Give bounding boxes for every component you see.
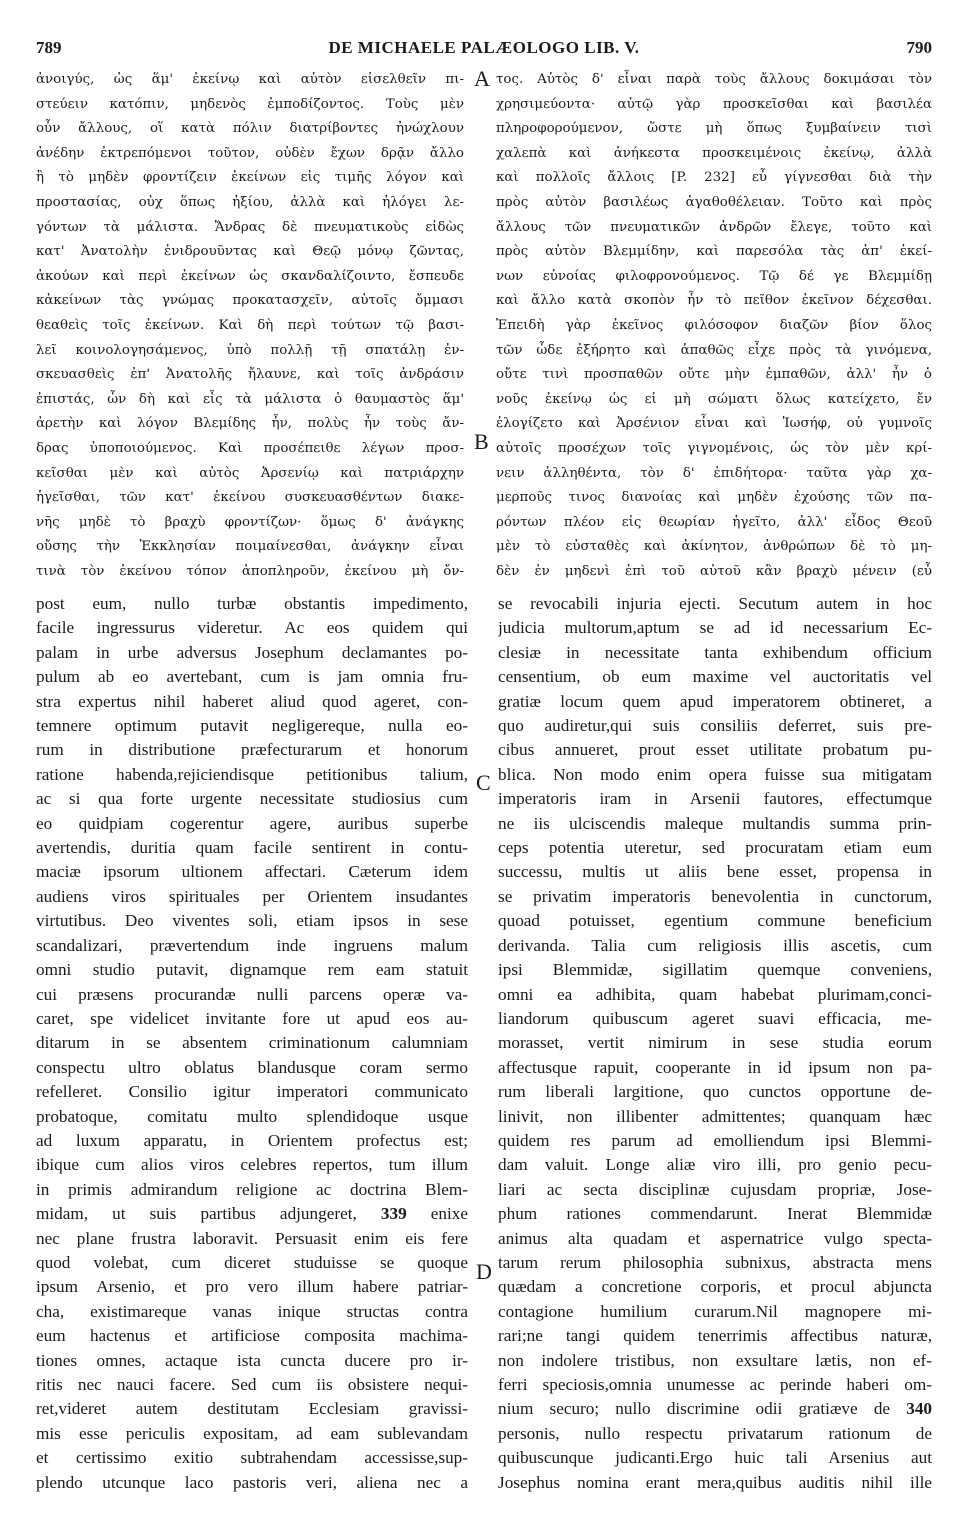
text-line: λεῖ κοινολογησάμενος, ὑπὸ πολλῇ τῇ σπατάλῃ ἐν- <box>36 342 464 358</box>
text-line: quibuscunque judicanti.Ergo huic tali Arsenius aut <box>498 1448 932 1468</box>
text-line: imperatoris iram in Arsenii fautores, effectumque <box>498 789 932 809</box>
text-line: rari;ne tangi quidem tenerrimis affectibus naturæ, <box>498 1326 932 1346</box>
text-line: ἡγεῖσθαι, τῶν κατ' ἐκείνου συσκευασθέντων διακε- <box>36 490 464 506</box>
folio-number: 340 <box>906 1399 932 1419</box>
text-line: probatoque, comitatu multo splendidoque usque <box>36 1106 468 1126</box>
text-line: ditarum in se absentem criminationum calumniam <box>36 1033 468 1053</box>
text-line: cibus annueret, prout esset utilitate probatum pu- <box>498 740 932 760</box>
text-line: πληροφορούμενον, ὥστε μὴ ὅπως ξυμβαίνειν τισὶ <box>496 121 932 137</box>
text-line: προστασίας, οὐχ ὅπως ἠξίου, ἀλλὰ καὶ ἠλόγει λε- <box>36 194 464 210</box>
text-line: clesiæ in necessitate tanta exhibendum officium <box>498 642 932 662</box>
text-line: νοῦς ἐκείνῳ ὡς εἰ μὴ σώματι ὅλως κατείχετο, ἔν <box>496 391 932 407</box>
text-line: blica. Non modo enim opera fuisse sua mitigatam <box>498 764 932 784</box>
text-line: censentium, ob eum maxime vel auctoritatis vel <box>498 667 932 687</box>
page-number-right: 790 <box>906 38 932 57</box>
text-line: personis, nullo respectu privatarum rationum de <box>498 1423 932 1443</box>
text-line: mis esse periculis expositam, ad eam sublevandam <box>36 1423 468 1443</box>
text-line: ἀκούων καὶ περὶ ἐκείνων ὡς σκανδαλίζοιντο, ἔσπευδε <box>36 268 464 284</box>
text-line: eo quidpiam cogerentur agere, auribus superbe <box>36 813 468 833</box>
text-line: χαλεπὰ καὶ ἀνήκεστα προσκειμένοις ἐκείνῳ, ἀλλὰ <box>496 145 932 161</box>
section-marker-a: A <box>474 66 490 91</box>
text-line: judicia multorum,aptum se ad id necessarium Ec- <box>498 618 932 638</box>
text-line: quo audiretur,qui suis consiliis deferret, suis pre- <box>498 716 932 736</box>
text-line: cui præsens procurandæ nulli parcens operæ va- <box>36 984 468 1004</box>
text-line: χρησιμεύοντα· αὐτῷ γὰρ προσκεῖσθαι καὶ βασιλέα <box>496 96 932 112</box>
text-line: ratione habenda,rejiciendisque petitionibus talium, <box>36 764 468 784</box>
text-line: gratiæ locum quem apud imperatorem obtineret, a <box>498 691 932 711</box>
text-line: καὶ ἄλλο κατὰ σκοπὸν ἦν τὸ πεῖθον ἐκεῖνον δέχεσθαι. <box>496 293 932 309</box>
text-line: ac si qua forte urgente necessitate studiosius cum <box>36 789 468 809</box>
text-line: Josephus nomina erant mera,quibus auditis nihil ille <box>498 1472 932 1492</box>
text-line: caret, spe videlicet invitante fore ut apud eos au- <box>36 1008 468 1028</box>
text-line: rum liberali largitione, quo cunctos opportune de- <box>498 1082 932 1102</box>
text-line: στεύειν κατόπιν, μηδενὸς ἐμποδίζοντος. Τοὺς μὲν <box>36 96 464 112</box>
text-line: γόντων τὰ μάλιστα. Ἄνδρας δὲ πνευματικοὺς εἰδὼς <box>36 219 464 235</box>
text-line: quod volebat, cum diceret studuisse se quoque <box>36 1252 468 1272</box>
folio-number: 339 <box>380 1204 407 1224</box>
text-line: temnere optimum putavit negligereque, nulla eo- <box>36 716 468 736</box>
text-line: ἄλλους τῶν πνευματικῶν ἀνδρῶν ἔλεγε, τοῦτο καὶ <box>496 219 932 235</box>
text-line: cha, existimareque vanas inique structas contra <box>36 1301 468 1321</box>
text-line: ipsi Blemmidæ, sigillatim quemque conveniens, <box>498 960 932 980</box>
text-line: quidem res parum ad emolliendum ipsi Blemmi- <box>498 1130 932 1150</box>
text-line: κἀκείνων τὰς γνώμας προκατασχεῖν, αὐτοῖς ὄμμασι <box>36 293 464 309</box>
text-line: σκευασθεὶς ἐπ' Ἀνατολῆς ἤλαυνε, καὶ τοῖς ἀνδράσιν <box>36 367 464 383</box>
greek-column-left <box>36 68 464 584</box>
text-line: αὐτοῖς προσέχων τοῖς γιγνομένοις, ὡς τὸν μὲν κρί- <box>496 440 932 456</box>
text-line: πρὸς αὐτὸν βασιλέως ἀγαθοθέλειαν. Τοῦτο καὶ πρὸς <box>496 194 932 210</box>
running-title: DE MICHAELE PALÆOLOGO LIB. V. <box>328 38 640 57</box>
text-line: δρας ὑποποιούμενος. Καὶ προσέπειθε λέγων προσ- <box>36 440 464 456</box>
latin-column-left <box>36 592 468 1495</box>
section-marker-c: C <box>476 770 491 795</box>
text-line: tiones omnes, actaque ista cuncta ducere pro ir- <box>36 1350 468 1370</box>
text-line: ἐπιστάς, ὧν δὴ καὶ εἷς τὰ μάλιστα ὁ θαυμαστὸς ἅμ' <box>36 391 464 407</box>
text-line: phum rationes commendarunt. Inerat Blemmidæ <box>498 1204 932 1224</box>
text-line: rum in distributione præfecturarum et honorum <box>36 740 468 760</box>
text-line: ἢ τὸ μηδὲν φροντίζειν ἐκείνων εἰς τιμῆς λόγον καὶ <box>36 170 464 186</box>
text-line: nium securo; nullo discrimine odii gratiæve de 340 <box>498 1399 932 1419</box>
text-line: post eum, nullo turbæ obstantis impedimento, <box>36 594 468 613</box>
text-line: νων εὐνοίας φιλοφρονούμενος. Τῷ δέ γε Βλεμμίδῃ <box>496 268 932 284</box>
section-marker-d: D <box>476 1259 492 1284</box>
text-line: stra expertus nihil haberet aliud quod ageret, con- <box>36 691 468 711</box>
text-line: se privatim imperatoris benevolentia in cunctorum, <box>498 886 932 906</box>
text-line: ἀρετὴν καὶ λόγον Βλεμίδης ἦν, πολὺς ἦν τοὺς ἄν- <box>36 416 464 432</box>
text-line: audiens viros spirituales per Orientem insudantes <box>36 886 468 906</box>
text-line: omni ea adhibita, quam habebat plurimam,conci- <box>498 984 932 1004</box>
text-line: refelleret. Consilio igitur imperatori communicato <box>36 1082 468 1102</box>
text-line: ἐλογίζετο καὶ Ἀρσένιον εἶναι καὶ Ἰωσήφ, οὐ γυμνοῖς <box>496 416 932 432</box>
text-line: οὔσης τὴν Ἐκκλησίαν ποιμαίνεσθαι, ἀνάγκην εἶναι <box>36 539 464 555</box>
text-line: μὲν τὸ εὐσταθὲς καὶ ἀκίνητον, ἀνθρώπων δὲ τὸ μη- <box>496 539 932 555</box>
text-line: liari ac secta disciplinæ cujusdam propriæ, Jose- <box>498 1179 932 1199</box>
text-line: ρόντων πλέον εἰς θεωρίαν ἡγεῖτο, ἀλλ' εἶδος Θεοῦ <box>496 514 932 530</box>
text-line: ferri speciosis,omnia unumesse ac perinde haberi om- <box>498 1375 932 1394</box>
text-line: dam valuit. Longe aliæ viro illi, pro genio pecu- <box>498 1155 932 1175</box>
text-line: ἀνέδην ἐκτρεπόμενοι τοῦτον, οὐδὲν ἔχων δρᾷν ἄλλο <box>36 145 464 161</box>
text-line: ibique cum alios viros celebres repertos, tum illum <box>36 1155 468 1175</box>
text-line: οὖν ἄλλους, οἵ κατὰ πόλιν διατρίβοντες ἠνώχλουν <box>36 121 464 137</box>
text-line: πρὸς αὐτὸν Βλεμμίδην, καὶ παρεσόλα τὰς ἀπ' ἐκεί- <box>496 244 932 260</box>
text-line: scandalizari, prævertendum inde ingruens malum <box>36 935 468 955</box>
text-line: avertendis, duritia quam facile sentirent in contu- <box>36 838 468 858</box>
text-line: tarum rerum philosophia subnixus, abstracta mens <box>498 1252 932 1272</box>
text-line: nec plane frustra laboravit. Persuasit enim eis fere <box>36 1228 468 1248</box>
text-line: virtutibus. Deo viventes soli, etiam ipsos in sese <box>36 911 468 931</box>
text-line: liandorum quibuscum ageret suavi efficacia, me- <box>498 1008 932 1028</box>
text-line: plendo utcunque laco pastoris veri, aliena nec a <box>36 1472 468 1492</box>
text-line: καὶ πολλοῖς ἄλλοις [P. 232] εὖ γίγνεσθαι διὰ τὴν <box>496 170 932 186</box>
page-number-left: 789 <box>36 38 62 57</box>
text-line: μερποῦς τινος διανοίας καὶ μηδὲν ἐχούσης τῶν πα- <box>496 490 932 506</box>
text-line: θεαθεὶς τοῖς ἐκείνων. Καὶ δὴ περὶ τούτων τῷ βασι- <box>36 317 464 333</box>
text-line: τος. Αὐτὸς δ' εἶναι παρὰ τοὺς ἄλλους δοκιμάσαι τὸν <box>496 72 932 87</box>
text-line: morasset, vertit nimirum in sese studia eorum <box>498 1033 932 1053</box>
text-line: omni studio putavit, dignamque rem eam statuit <box>36 960 468 980</box>
text-line: contagione humilium curarum.Nil magnopere mi- <box>498 1301 932 1321</box>
text-line: quoad potuisset, egentium commune beneficium <box>498 911 932 931</box>
text-line: pulum ab eo avertebant, cum is jam omnia fru- <box>36 667 468 687</box>
text-line: ne iis ulciscendis maleque multandis summa prin- <box>498 813 932 833</box>
text-line: ret,videret autem destitutam Ecclesiam gravissi- <box>36 1399 468 1419</box>
text-line: δὲν ἐν μηδενὶ ἐπὶ τοῦ αὐτοῦ κἂν βραχὺ μένειν (εὖ <box>496 563 932 579</box>
text-line: maciæ ipsorum ultionem affectari. Cæterum idem <box>36 862 468 882</box>
text-line: palam in urbe adversus Josephum declamantes po- <box>36 642 468 662</box>
text-line: linivit, non illibenter admittentes; quanquam hæc <box>498 1106 932 1126</box>
text-line: non indolere tristibus, non exsultare lætis, non ef- <box>498 1350 932 1370</box>
text-line: οὔτε τινὶ προσπαθῶν οὔτε μὴν ἐμπαθῶν, ἀλλ' ἦν ὁ <box>496 367 932 383</box>
text-line: ritis nec nauci facere. Sed cum iis obsistere nequi- <box>36 1375 468 1394</box>
text-line: affectusque rapuit, cooperante in id ipsum non pa- <box>498 1057 932 1077</box>
text-line: νειν ἀλληθέντα, τὸν δ' ἐπιδήτορα· ταῦτα γὰρ χα- <box>496 465 932 481</box>
section-marker-b: B <box>474 429 489 454</box>
text-line: ad luxum apparatu, in Orientem profectus est; <box>36 1130 468 1150</box>
text-line: τινὰ τὸν ἐκείνου τόπον ἀποπληροῦν, ἐκείνου μὴ ὄν- <box>36 563 464 579</box>
text-line: conspectu ultro oblatus blandusque coram sermo <box>36 1057 468 1077</box>
text-line: se revocabili injuria ejecti. Secutum autem in hoc <box>498 594 932 613</box>
text-line: ceps potentia uteretur, sed procuratam etiam eum <box>498 838 932 858</box>
text-line: Ἐπειδὴ γὰρ ἐκεῖνος φιλόσοφον διαζῶν βίον ὅλος <box>496 317 932 333</box>
text-line: et certissimo exitio subtrahendam accessisse,sup- <box>36 1448 468 1468</box>
text-line: midam, ut suis partibus adjungeret, 339 enixe <box>36 1204 468 1224</box>
text-line: in primis admirandum religione ac doctrina Blem- <box>36 1179 468 1199</box>
text-line: derivanda. Talia cum religiosis illis ascetis, cum <box>498 935 932 955</box>
text-line: quædam a concretione corporis, et procul abjuncta <box>498 1277 932 1297</box>
text-line: ipsum Arsenio, et pro vero illum habere patriar- <box>36 1277 468 1297</box>
greek-column-right <box>496 68 932 584</box>
text-line: νῆς μηδὲ τὸ βραχὺ φροντίζων· ὅμως δ' ἀνάγκης <box>36 514 464 530</box>
latin-column-right <box>498 592 932 1495</box>
text-line: τῶν ὧδε ἐξήρητο καὶ ἀπαθῶς εἶχε πρὸς τὰ γινόμενα, <box>496 342 932 358</box>
running-header <box>36 38 932 62</box>
text-line: successu, multis ut aliis bene esset, propensa in <box>498 862 932 882</box>
text-line: κατ' Ἀνατολὴν ἐνιδρουῦντας καὶ Θεῷ μόνῳ ζῶντας, <box>36 244 464 260</box>
text-line: facile ingressurus videretur. Ac eos quidem qui <box>36 618 468 638</box>
text-line: eum hactenus et artificiose composita machima- <box>36 1326 468 1346</box>
text-line: ἀνοιγύς, ὡς ἅμ' ἐκείνῳ καὶ αὐτὸν εἰσελθεῖν πι- <box>36 72 464 87</box>
text-line: κεῖσθαι μὲν καὶ αὐτὸς Ἀρσενίῳ καὶ πατριάρχην <box>36 465 464 481</box>
text-line: animus alta quadam et aspernatrice vulgo specta- <box>498 1228 932 1248</box>
